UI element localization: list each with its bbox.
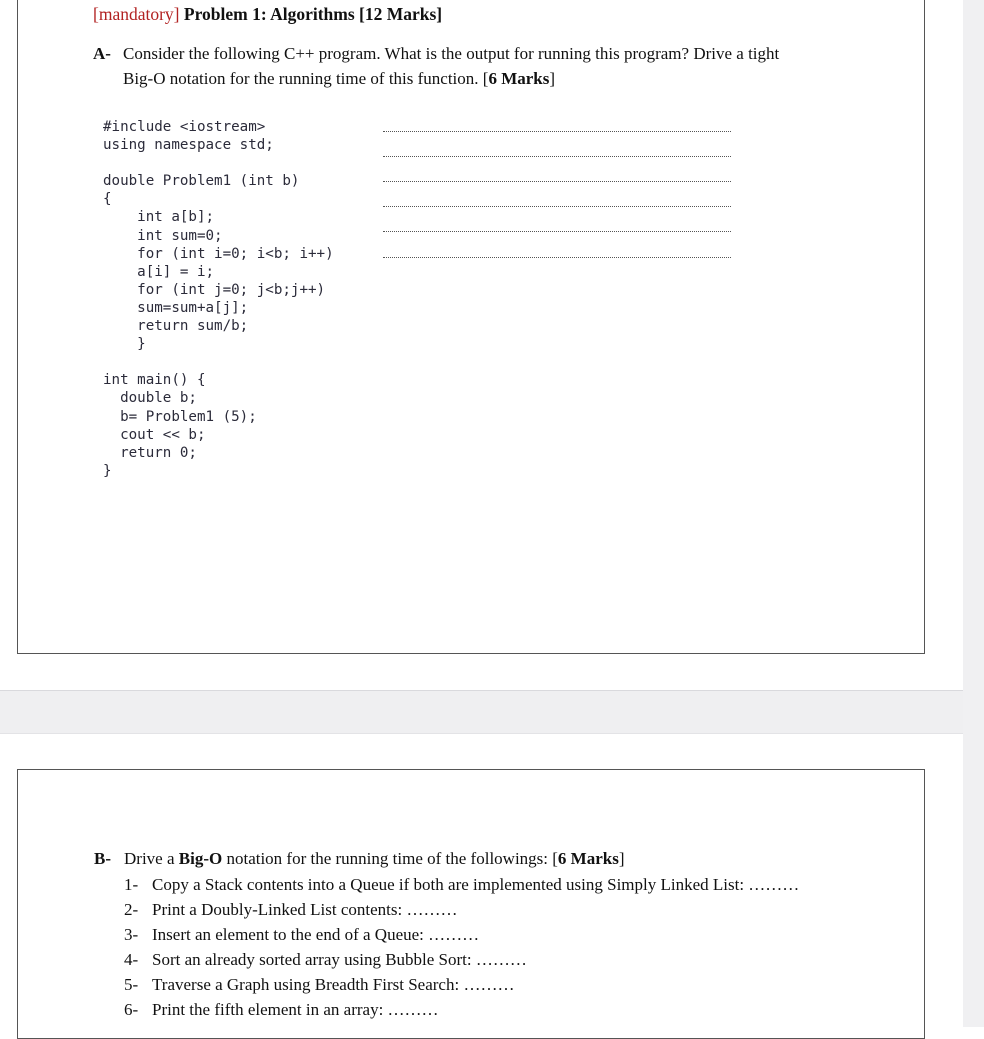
code-line: using namespace std; [103, 137, 274, 154]
question-a-line1: Consider the following C++ program. What is the output for running this program? Drive a tight [123, 44, 780, 63]
question-b-label: B- [94, 849, 111, 868]
item-number: 3- [124, 925, 139, 944]
code-line: #include <iostream> [103, 119, 266, 135]
item-number: 6- [124, 1000, 139, 1019]
question-b-bracket: ] [618, 849, 625, 868]
code-line: for (int j=0; j<b;j++) [103, 281, 326, 298]
question-a-bracket: ] [549, 69, 556, 88]
question-b-intro-text: Drive a [124, 849, 179, 868]
question-a-label: A- [93, 44, 111, 63]
item-text: Copy a Stack contents into a Queue if both are implemented using Simply Linked List: ……… [152, 875, 800, 894]
item-number: 5- [124, 975, 139, 994]
item-number: 1- [124, 875, 139, 894]
item-text: Print a Doubly-Linked List contents: ……… [152, 900, 458, 919]
code-block [103, 118, 334, 480]
problem-heading [93, 4, 442, 25]
code-line: cout << b; [103, 426, 206, 443]
answer-line-3 [383, 181, 731, 183]
answer-line-6 [383, 257, 731, 259]
item-text: Sort an already sorted array using Bubble Sort: ……… [152, 950, 527, 969]
code-line: sum=sum+a[j]; [103, 299, 249, 316]
question-b-intro [124, 846, 625, 871]
question-b-marks: 6 Marks [557, 849, 619, 868]
code-line: int sum=0; [103, 227, 223, 244]
code-line: return 0; [103, 444, 197, 461]
question-b-bigo: Big-O [178, 849, 223, 868]
code-line: for (int i=0; i<b; i++) [103, 245, 334, 262]
page-gutter [963, 0, 984, 1027]
answer-line-2 [383, 156, 731, 158]
code-line: double Problem1 (int b) [103, 173, 300, 190]
item-text: Traverse a Graph using Breadth First Search: ……… [152, 975, 515, 994]
code-line: double b; [103, 390, 197, 407]
code-line: b= Problem1 (5); [103, 408, 257, 425]
answer-line-4 [383, 206, 731, 208]
code-line: int main() { [103, 372, 206, 389]
page-separator [0, 690, 963, 734]
code-line: } [103, 336, 146, 353]
mandatory-tag: [mandatory] [93, 4, 180, 24]
question-a-marks: 6 Marks [488, 69, 550, 88]
problem-title: Problem 1: Algorithms [12 Marks] [183, 4, 443, 24]
code-line: a[i] = i; [103, 263, 215, 280]
code-line: return sum/b; [103, 318, 249, 335]
item-number: 2- [124, 900, 139, 919]
item-number: 4- [124, 950, 139, 969]
code-line: { [103, 191, 112, 208]
item-text: Print the fifth element in an array: ……… [152, 1000, 439, 1019]
question-a-line2 [123, 66, 555, 91]
question-a-line2-text: Big-O notation for the running time of this function. [ [123, 69, 489, 88]
code-line: } [103, 462, 112, 479]
question-b-intro-middle: notation for the running time of the followings: [ [222, 849, 558, 868]
answer-line-5 [383, 231, 731, 233]
item-text: Insert an element to the end of a Queue: ……… [152, 925, 480, 944]
code-line: int a[b]; [103, 209, 215, 226]
answer-line-1 [383, 131, 731, 133]
